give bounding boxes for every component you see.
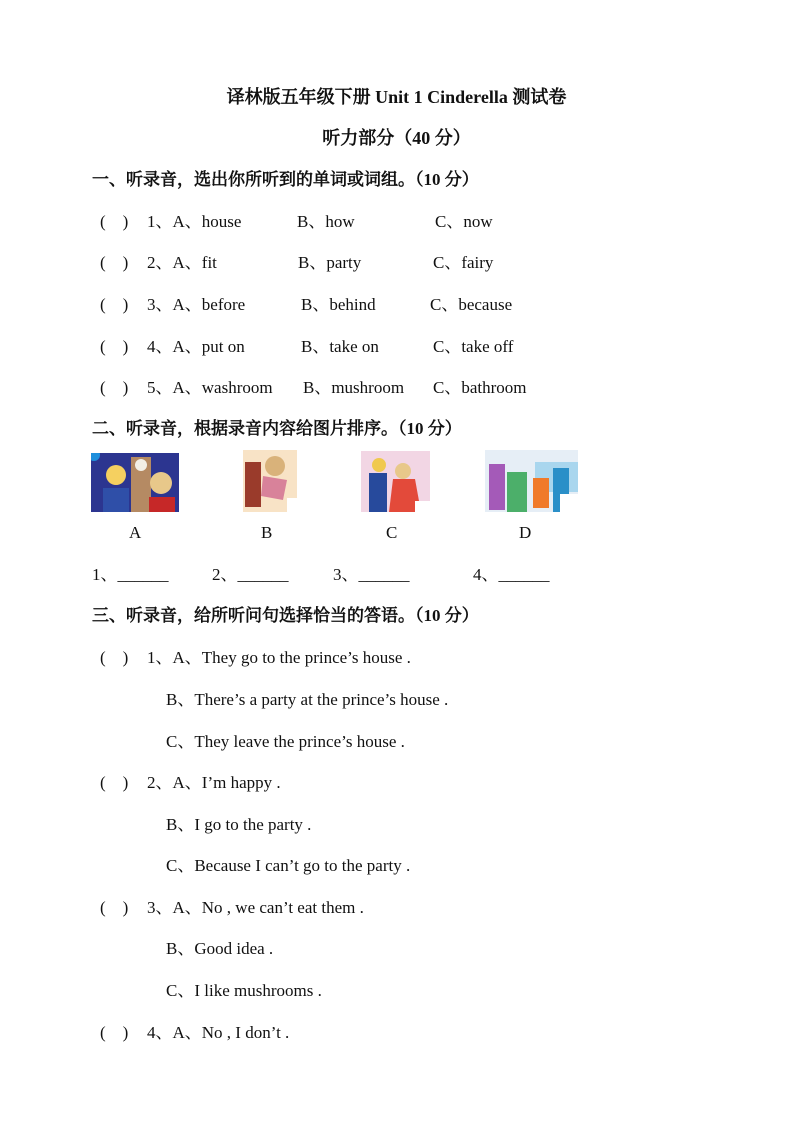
- option-c: C、fairy: [433, 253, 494, 272]
- option-c: C、take off: [433, 337, 514, 356]
- picture-label-a: A: [129, 523, 142, 542]
- option-c: C、because: [430, 295, 513, 314]
- answer-paren[interactable]: ( ): [100, 295, 129, 314]
- answer-paren[interactable]: ( ): [100, 253, 129, 272]
- picture-d: [485, 450, 578, 512]
- option-a: 1、A、They go to the prince’s house .: [147, 648, 411, 667]
- picture-label-d: D: [519, 523, 532, 542]
- option-c: C、They leave the prince’s house .: [166, 732, 405, 751]
- order-blank-4[interactable]: 4、______: [473, 565, 550, 584]
- picture-b: [243, 450, 297, 512]
- option-a: 2、A、I’m happy .: [147, 773, 281, 792]
- picture-c: [361, 451, 430, 512]
- section3-heading: 三、听录音，给所听问句选择恰当的答语。（10 分）: [92, 606, 479, 625]
- option-b: B、behind: [301, 295, 376, 314]
- option-a: 2、A、fit: [147, 253, 217, 272]
- option-c: C、now: [435, 212, 493, 231]
- option-c: C、I like mushrooms .: [166, 981, 322, 1000]
- page-subtitle: 听力部分（40 分）: [322, 128, 471, 148]
- order-blank-3[interactable]: 3、______: [333, 565, 410, 584]
- answer-paren[interactable]: ( ): [100, 378, 129, 397]
- answer-paren[interactable]: ( ): [100, 773, 129, 792]
- section2-heading: 二、听录音，根据录音内容给图片排序。（10 分）: [92, 419, 462, 438]
- section1-heading: 一、听录音，选出你所听到的单词或词组。（10 分）: [92, 170, 479, 189]
- order-blank-1[interactable]: 1、______: [92, 565, 169, 584]
- answer-paren[interactable]: ( ): [100, 1023, 129, 1042]
- option-a: 1、A、house: [147, 212, 242, 231]
- option-b: B、Good idea .: [166, 939, 274, 958]
- option-a: 4、A、put on: [147, 337, 245, 356]
- answer-paren[interactable]: ( ): [100, 337, 129, 356]
- option-b: B、I go to the party .: [166, 815, 312, 834]
- page-title: 译林版五年级下册 Unit 1 Cinderella 测试卷: [226, 87, 567, 107]
- option-c: C、Because I can’t go to the party .: [166, 856, 411, 875]
- option-a: 5、A、washroom: [147, 378, 273, 397]
- picture-a: [91, 453, 179, 512]
- picture-label-b: B: [261, 523, 273, 542]
- option-b: B、how: [297, 212, 355, 231]
- option-b: B、party: [298, 253, 362, 272]
- option-c: C、bathroom: [433, 378, 527, 397]
- option-b: B、take on: [301, 337, 379, 356]
- option-b: B、There’s a party at the prince’s house .: [166, 690, 449, 709]
- order-blank-2[interactable]: 2、______: [212, 565, 289, 584]
- picture-label-c: C: [386, 523, 398, 542]
- option-a: 4、A、No , I don’t .: [147, 1023, 290, 1042]
- answer-paren[interactable]: ( ): [100, 648, 129, 667]
- option-a: 3、A、No , we can’t eat them .: [147, 898, 364, 917]
- answer-paren[interactable]: ( ): [100, 898, 129, 917]
- answer-paren[interactable]: ( ): [100, 212, 129, 231]
- option-b: B、mushroom: [303, 378, 405, 397]
- option-a: 3、A、before: [147, 295, 246, 314]
